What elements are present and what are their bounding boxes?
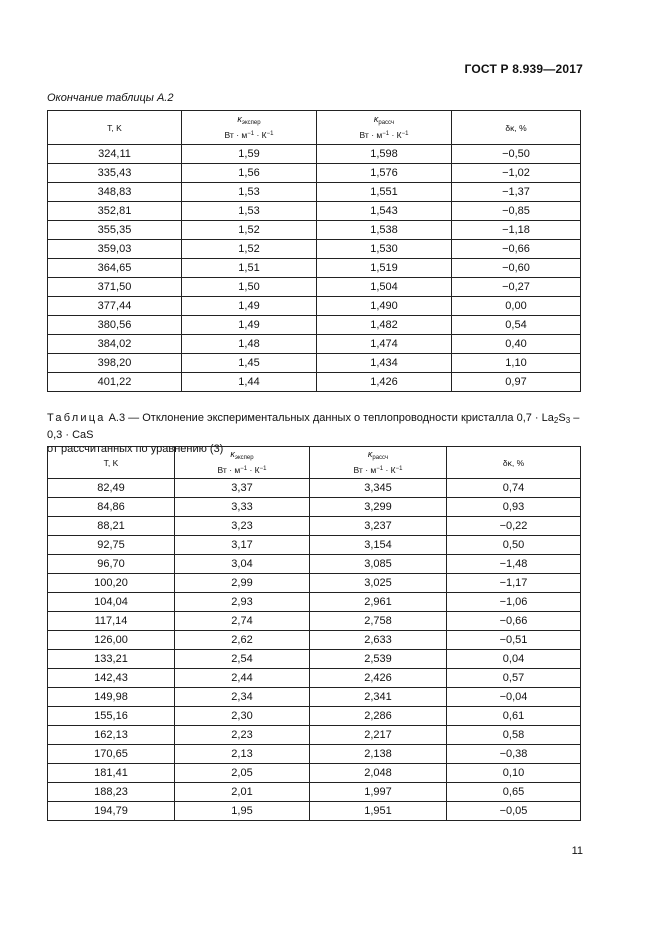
table-cell: 1,44: [182, 373, 317, 392]
table-row: [48, 498, 581, 517]
table-row: [48, 688, 581, 707]
table-cell: 0,74: [447, 479, 581, 498]
table-cell: 348,83: [48, 183, 182, 202]
table-cell: 1,426: [317, 373, 452, 392]
table-row: [48, 707, 581, 726]
table-cell: −0,04: [447, 688, 581, 707]
table-cell: 1,59: [182, 145, 317, 164]
table-row: [48, 221, 581, 240]
table-cell: 1,530: [317, 240, 452, 259]
table-row: [48, 354, 581, 373]
table-cell: 1,576: [317, 164, 452, 183]
table-cell: 126,00: [48, 631, 175, 650]
table-cell: 117,14: [48, 612, 175, 631]
table-cell: 1,10: [452, 354, 581, 373]
table-row: [48, 726, 581, 745]
table-cell: 2,758: [310, 612, 447, 631]
table-row: [48, 164, 581, 183]
table-cell: 0,50: [447, 536, 581, 555]
table-cell: 88,21: [48, 517, 175, 536]
table-cell: 1,951: [310, 802, 447, 821]
table-cell: 0,54: [452, 316, 581, 335]
table-cell: −0,38: [447, 745, 581, 764]
table-a3-caption: Таблица А.3 — Отклонение экспериментальных данных о теплопроводности кристалла $0,7 \cdot La_2S_3 - 0,3$ · CaS от рассчитанных по уравнению (3): [47, 412, 580, 455]
table-cell: 194,79: [48, 802, 175, 821]
table-cell: 2,44: [175, 669, 310, 688]
table-cell: 92,75: [48, 536, 175, 555]
table-row: [48, 536, 581, 555]
table-cell: 0,04: [447, 650, 581, 669]
table-cell: 1,49: [182, 316, 317, 335]
table-cell: 0,57: [447, 669, 581, 688]
table-cell: 324,11: [48, 145, 182, 164]
table-cell: 3,04: [175, 555, 310, 574]
table-row: [48, 145, 581, 164]
table-row: [48, 479, 581, 498]
table-cell: 2,048: [310, 764, 447, 783]
table-row: [48, 802, 581, 821]
table-row: [48, 783, 581, 802]
table-cell: 1,434: [317, 354, 452, 373]
table-cell: 0,00: [452, 297, 581, 316]
table-row: [48, 373, 581, 392]
table-cell: 3,154: [310, 536, 447, 555]
table-cell: 1,543: [317, 202, 452, 221]
table-cell: 100,20: [48, 574, 175, 593]
table-cell: 2,539: [310, 650, 447, 669]
page-number: 11: [571, 845, 583, 857]
table-cell: −1,06: [447, 593, 581, 612]
table-cell: 2,54: [175, 650, 310, 669]
table-row: [48, 555, 581, 574]
table-cell: −0,85: [452, 202, 581, 221]
table-cell: 2,217: [310, 726, 447, 745]
table-row: [48, 183, 581, 202]
table-cell: 1,482: [317, 316, 452, 335]
table-cell: 1,538: [317, 221, 452, 240]
table-cell: 3,37: [175, 479, 310, 498]
table-cell: 0,40: [452, 335, 581, 354]
table-cell: 2,286: [310, 707, 447, 726]
column-header-k-exp: $\kappa_{экспер}$ Вт · $м^{-1} \cdot К^{-1}$: [182, 111, 317, 145]
table-cell: 355,35: [48, 221, 182, 240]
table-cell: 84,86: [48, 498, 175, 517]
table-cell: 2,93: [175, 593, 310, 612]
table-cell: 364,65: [48, 259, 182, 278]
table-row: [48, 593, 581, 612]
table-cell: 3,17: [175, 536, 310, 555]
table-cell: 0,93: [447, 498, 581, 517]
table-row: [48, 316, 581, 335]
column-header-k-calc: $\kappa_{рассч}$ Вт · $м^{-1} \cdot К^{-1}$: [310, 447, 447, 479]
table-cell: 2,23: [175, 726, 310, 745]
column-header-deviation: δκ, %: [452, 111, 581, 145]
table-row: [48, 612, 581, 631]
table-cell: 1,51: [182, 259, 317, 278]
column-header-k-exp: $\kappa_{экспер}$ Вт · $м^{-1} \cdot К^{-1}$: [175, 447, 310, 479]
table-cell: 1,490: [317, 297, 452, 316]
table-cell: 2,34: [175, 688, 310, 707]
table-cell: 3,345: [310, 479, 447, 498]
table-cell: 149,98: [48, 688, 175, 707]
column-header-temperature: T, K: [48, 111, 182, 145]
table-cell: 0,58: [447, 726, 581, 745]
table-row: [48, 517, 581, 536]
table-cell: 0,61: [447, 707, 581, 726]
table-cell: −1,02: [452, 164, 581, 183]
table-cell: 1,474: [317, 335, 452, 354]
table-cell: 377,44: [48, 297, 182, 316]
column-header-temperature: T, K: [48, 447, 175, 479]
table-cell: −0,66: [447, 612, 581, 631]
table-cell: 1,95: [175, 802, 310, 821]
table-cell: 401,22: [48, 373, 182, 392]
table-row: [48, 764, 581, 783]
table-cell: −0,51: [447, 631, 581, 650]
table-cell: 1,50: [182, 278, 317, 297]
table-cell: 1,49: [182, 297, 317, 316]
table-cell: 3,23: [175, 517, 310, 536]
table-cell: 2,426: [310, 669, 447, 688]
table-cell: 1,53: [182, 183, 317, 202]
table-row: [48, 669, 581, 688]
table-row: [48, 278, 581, 297]
table-cell: 1,45: [182, 354, 317, 373]
table-cell: 1,519: [317, 259, 452, 278]
table-cell: 3,33: [175, 498, 310, 517]
table-header-row: [48, 447, 581, 479]
table-cell: 0,65: [447, 783, 581, 802]
table-cell: 2,341: [310, 688, 447, 707]
table-cell: 359,03: [48, 240, 182, 259]
table-cell: 133,21: [48, 650, 175, 669]
table-cell: −0,27: [452, 278, 581, 297]
table-cell: 1,997: [310, 783, 447, 802]
table-cell: 1,504: [317, 278, 452, 297]
table-cell: 2,13: [175, 745, 310, 764]
table-cell: 1,56: [182, 164, 317, 183]
table-row: [48, 297, 581, 316]
column-header-deviation: δκ, %: [447, 447, 581, 479]
table-cell: 2,633: [310, 631, 447, 650]
table-row: [48, 631, 581, 650]
table-cell: 1,53: [182, 202, 317, 221]
table-cell: 2,74: [175, 612, 310, 631]
table-cell: 335,43: [48, 164, 182, 183]
table-row: [48, 745, 581, 764]
table-cell: 2,138: [310, 745, 447, 764]
table-cell: −0,60: [452, 259, 581, 278]
table-cell: 1,598: [317, 145, 452, 164]
table-cell: −1,17: [447, 574, 581, 593]
table-cell: 3,085: [310, 555, 447, 574]
table-cell: 1,551: [317, 183, 452, 202]
table-cell: 0,10: [447, 764, 581, 783]
table-row: [48, 574, 581, 593]
table-cell: 181,41: [48, 764, 175, 783]
table-cell: −0,50: [452, 145, 581, 164]
table-cell: 1,52: [182, 240, 317, 259]
table-row: [48, 259, 581, 278]
table-header-row: [48, 111, 581, 145]
table-cell: 3,299: [310, 498, 447, 517]
column-header-k-calc: $\kappa_{рассч}$ Вт · $м^{-1} \cdot К^{-1}$: [317, 111, 452, 145]
table-cell: −1,37: [452, 183, 581, 202]
table-cell: 170,65: [48, 745, 175, 764]
table-cell: 2,30: [175, 707, 310, 726]
table-cell: −0,05: [447, 802, 581, 821]
standard-code: ГОСТ Р 8.939—2017: [464, 62, 583, 76]
table-cell: 104,04: [48, 593, 175, 612]
table-cell: 155,16: [48, 707, 175, 726]
table-cell: −0,66: [452, 240, 581, 259]
table-a2-caption: Окончание таблицы А.2: [47, 92, 174, 104]
table-cell: 1,48: [182, 335, 317, 354]
table-cell: 380,56: [48, 316, 182, 335]
table-cell: 384,02: [48, 335, 182, 354]
table-cell: 2,961: [310, 593, 447, 612]
table-cell: 0,97: [452, 373, 581, 392]
table-a2: [47, 110, 581, 392]
table-cell: 2,01: [175, 783, 310, 802]
table-cell: 398,20: [48, 354, 182, 373]
table-row: [48, 650, 581, 669]
table-cell: 371,50: [48, 278, 182, 297]
table-cell: 3,237: [310, 517, 447, 536]
table-cell: −1,48: [447, 555, 581, 574]
table-cell: 352,81: [48, 202, 182, 221]
table-cell: −1,18: [452, 221, 581, 240]
table-cell: −0,22: [447, 517, 581, 536]
table-cell: 3,025: [310, 574, 447, 593]
table-cell: 1,52: [182, 221, 317, 240]
table-cell: 96,70: [48, 555, 175, 574]
table-cell: 142,43: [48, 669, 175, 688]
table-cell: 2,62: [175, 631, 310, 650]
table-row: [48, 335, 581, 354]
table-cell: 188,23: [48, 783, 175, 802]
table-cell: 2,05: [175, 764, 310, 783]
table-cell: 2,99: [175, 574, 310, 593]
table-row: [48, 202, 581, 221]
table-cell: 82,49: [48, 479, 175, 498]
table-row: [48, 240, 581, 259]
table-a3: [47, 446, 581, 821]
table-cell: 162,13: [48, 726, 175, 745]
